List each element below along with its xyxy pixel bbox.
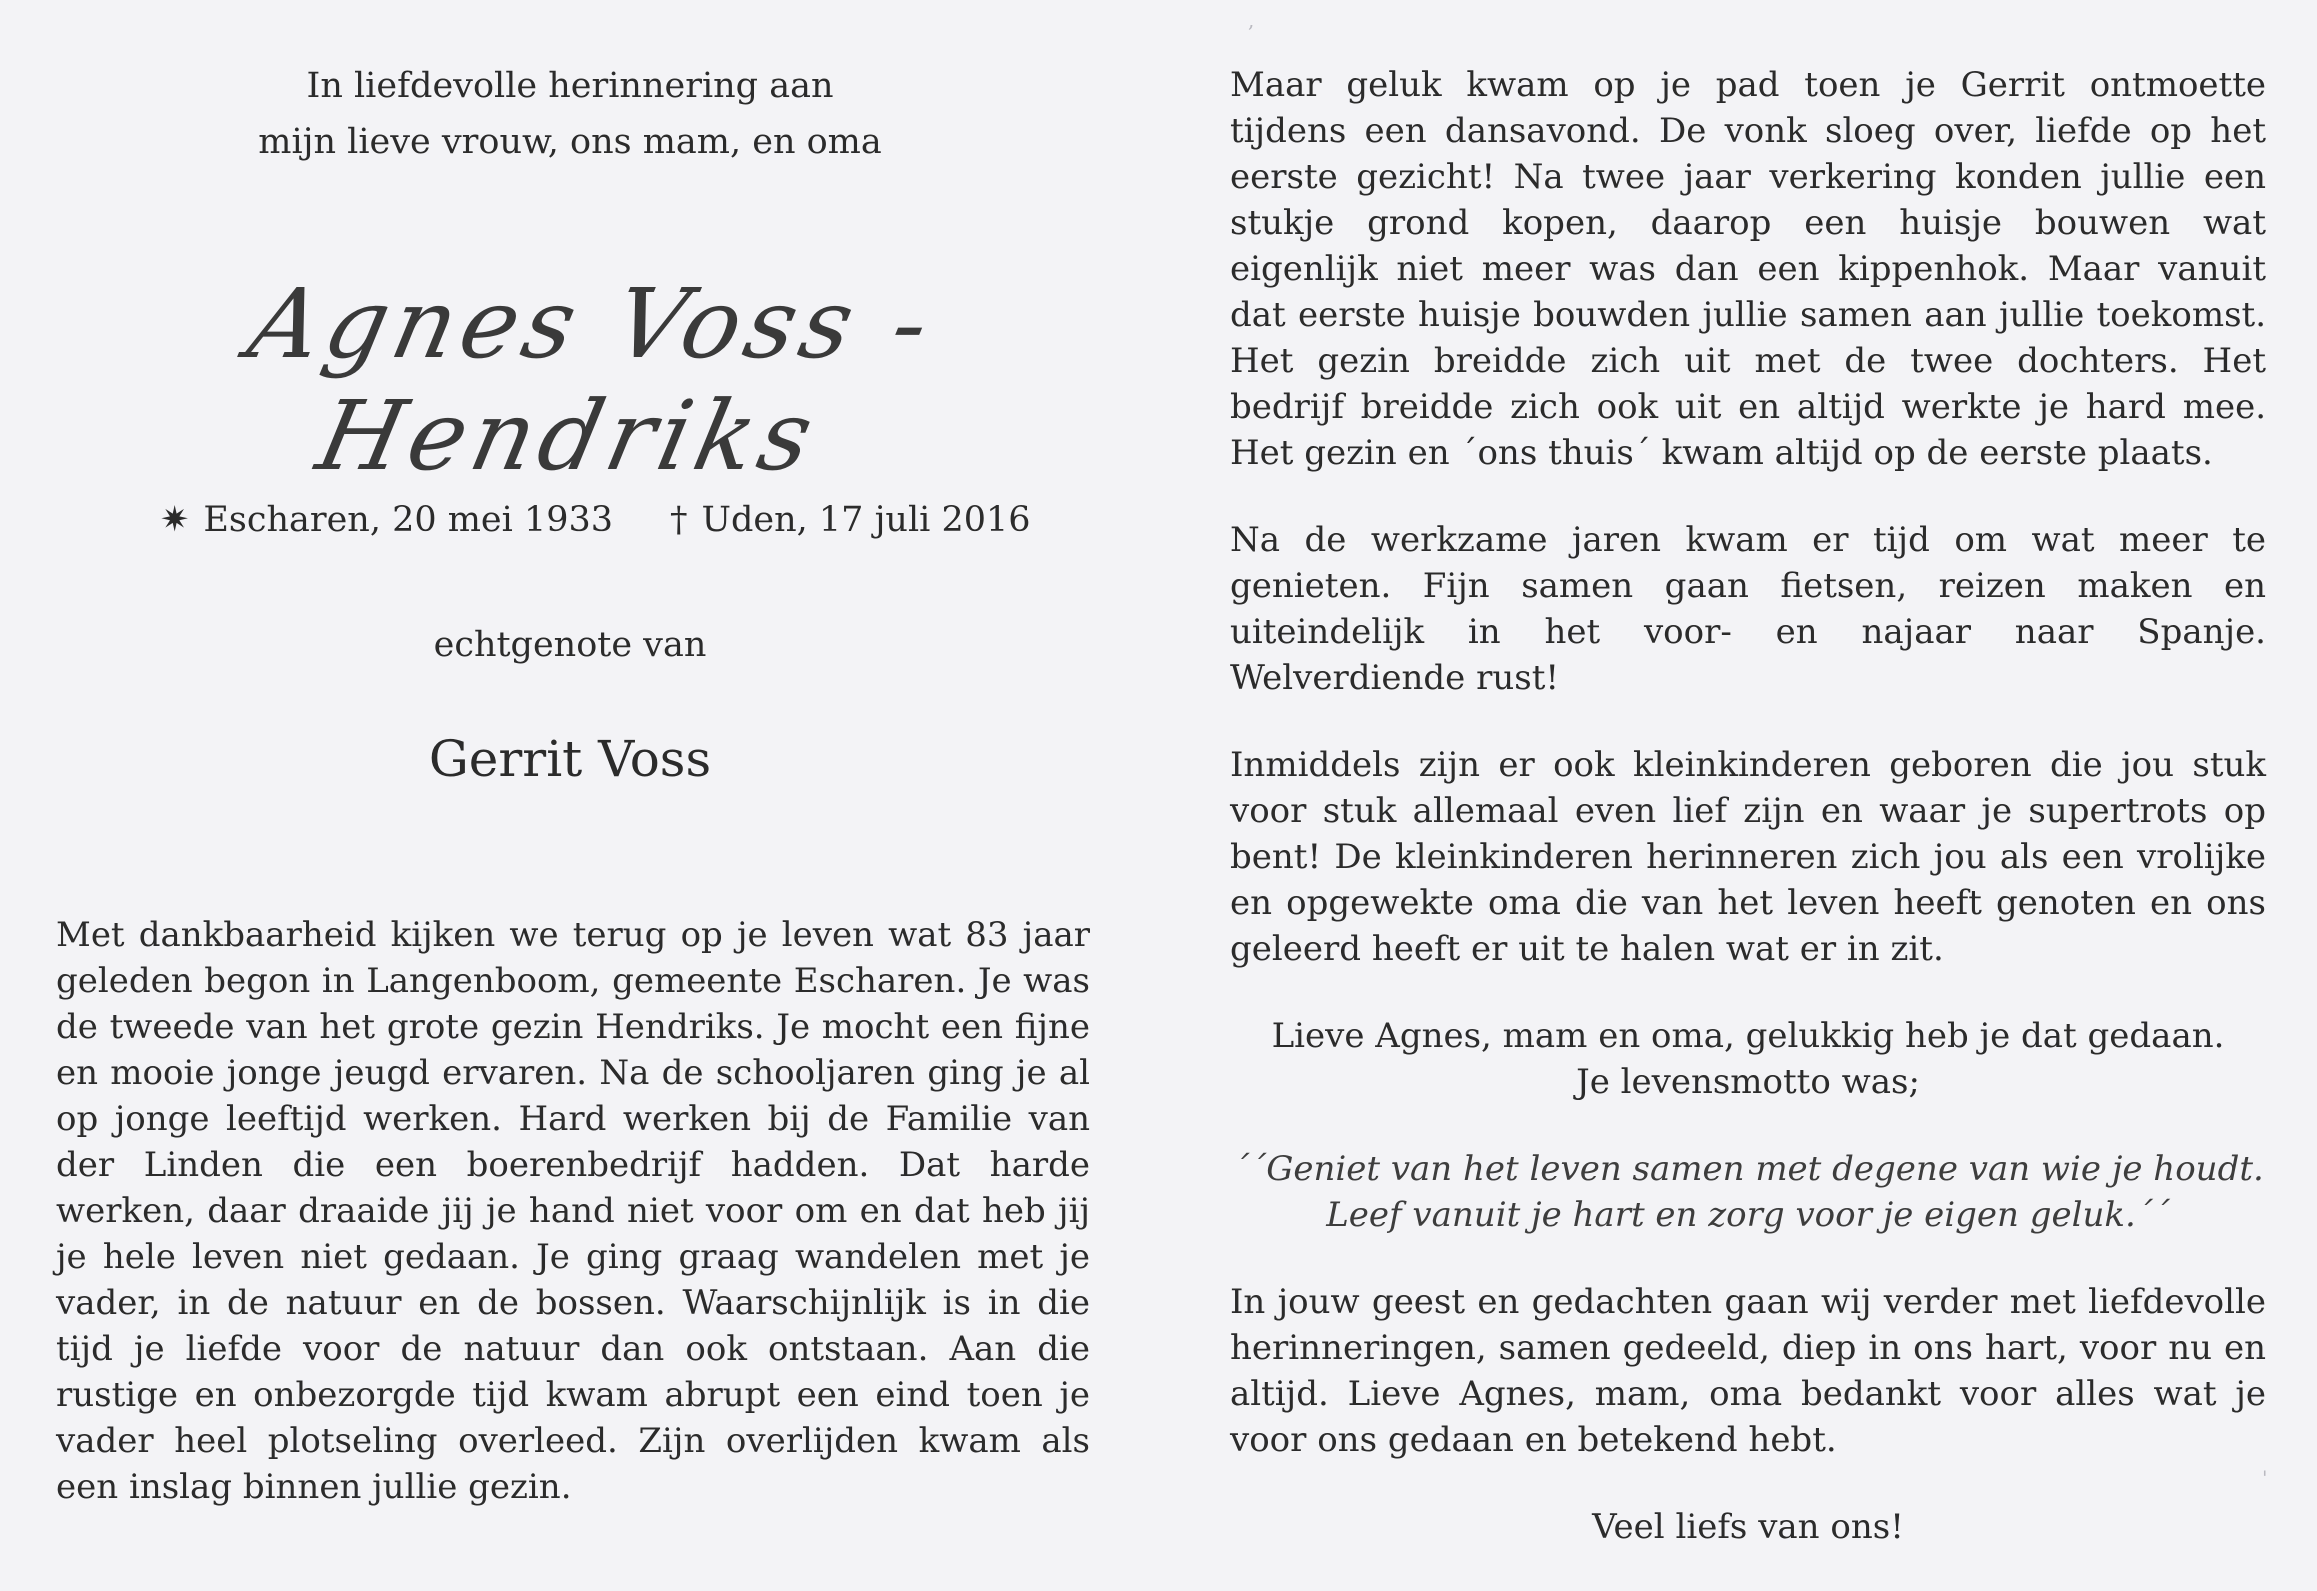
paragraph-farewell: In jouw geest en gedachten gaan wij verder met liefdevolle herinneringen, samen gedeeld, diep in ons hart, voor nu en altijd. Lieve Agnes, mam, oma bedankt voor alles wat je voor ons gedaan en betekend hebt. (1230, 1282, 2266, 1460)
spouse-name: Gerrit Voss (428, 730, 712, 788)
motto-intro (1230, 1013, 2266, 1105)
closing-line: Veel liefs van ons! (1592, 1507, 1904, 1547)
deceased-name-script: Agnes Voss - Hendriks (239, 268, 945, 492)
motto-line-1: ´´Geniet van het leven samen met degene van wie je houdt. (1232, 1149, 2264, 1189)
birth-text: Escharen, 20 mei 1933 (203, 500, 614, 540)
death-info (670, 500, 1031, 540)
birth-star-icon: ✷ (160, 500, 190, 540)
motto-intro-line-2: Je levensmotto was; (1576, 1062, 1920, 1102)
death-text: Uden, 17 juli 2016 (701, 500, 1031, 540)
paper-speck: , (1248, 8, 1255, 32)
life-story-paragraph: Met dankbaarheid kijken we terug op je leven wat 83 jaar geleden begon in Langenboom, gemeente Escharen. Je was de tweede van het grote gezin Hendriks. Je mocht een fijne en mooie jonge jeugd ervaren. Na de schooljaren ging je al op jonge leeftijd werken. Hard werken bij de Familie van der Linden die een boerenbedrijf hadden. Dat harde werken, daar draaide jij je hand niet voor om en dat heb jij je hele leven niet gedaan. Je ging graag wandelen met je vader, in de natuur en de bossen. Waarschijnlijk is in die tijd je liefde voor de natuur dan ook ontstaan. Aan die rustige en onbezorgde tijd kwam abrupt een eind toen je vader heel plotseling overleed. Zijn overlijden kwam als een inslag binnen jullie gezin. (56, 915, 1090, 1507)
paragraph-meeting: Maar geluk kwam op je pad toen je Gerrit ontmoette tijdens een dansavond. De vonk sloeg over, liefde op het eerste gezicht! Na twee jaar verkering konden jullie een stukje grond kopen, daarop een huisje bouwen wat eigenlijk niet meer was dan een kippenhok. Maar vanuit dat eerste huisje bouwden jullie samen aan jullie toekomst. Het gezin breidde zich uit met de twee dochters. Het bedrijf breidde zich ook uit en altijd werkte je hard mee. Het gezin en ´ons thuis´ kwam altijd op de eerste plaats. (1230, 65, 2266, 473)
birth-info (160, 500, 613, 540)
paragraph-retirement: Na de werkzame jaren kwam er tijd om wat meer te genieten. Fijn samen gaan fietsen, reizen maken en uiteindelijk in het voor- en najaar naar Spanje. Welverdiende rust! (1230, 520, 2266, 698)
motto-line-2: Leef vanuit je hart en zorg voor je eigen geluk.´´ (1326, 1195, 2170, 1235)
intro-line-1: In liefdevolle herinnering aan (306, 66, 834, 106)
paper-speck: ' (2262, 1466, 2268, 1490)
paragraph-grandchildren: Inmiddels zijn er ook kleinkinderen geboren die jou stuk voor stuk allemaal even lief zijn en waar je supertrots op bent! De kleinkinderen herinneren zich jou als een vrolijke en opgewekte oma die van het leven heeft genoten en ons geleerd heeft er uit te halen wat er in zit. (1230, 745, 2266, 969)
intro-line-2: mijn lieve vrouw, ons mam, en oma (258, 122, 882, 162)
right-column (1230, 62, 2266, 1591)
life-motto (1230, 1146, 2266, 1238)
intro-heading (150, 58, 990, 170)
death-cross-icon: † (670, 500, 688, 540)
motto-intro-line-1: Lieve Agnes, mam en oma, gelukkig heb je dat gedaan. (1271, 1016, 2225, 1056)
spouse-label: echtgenote van (433, 625, 707, 665)
